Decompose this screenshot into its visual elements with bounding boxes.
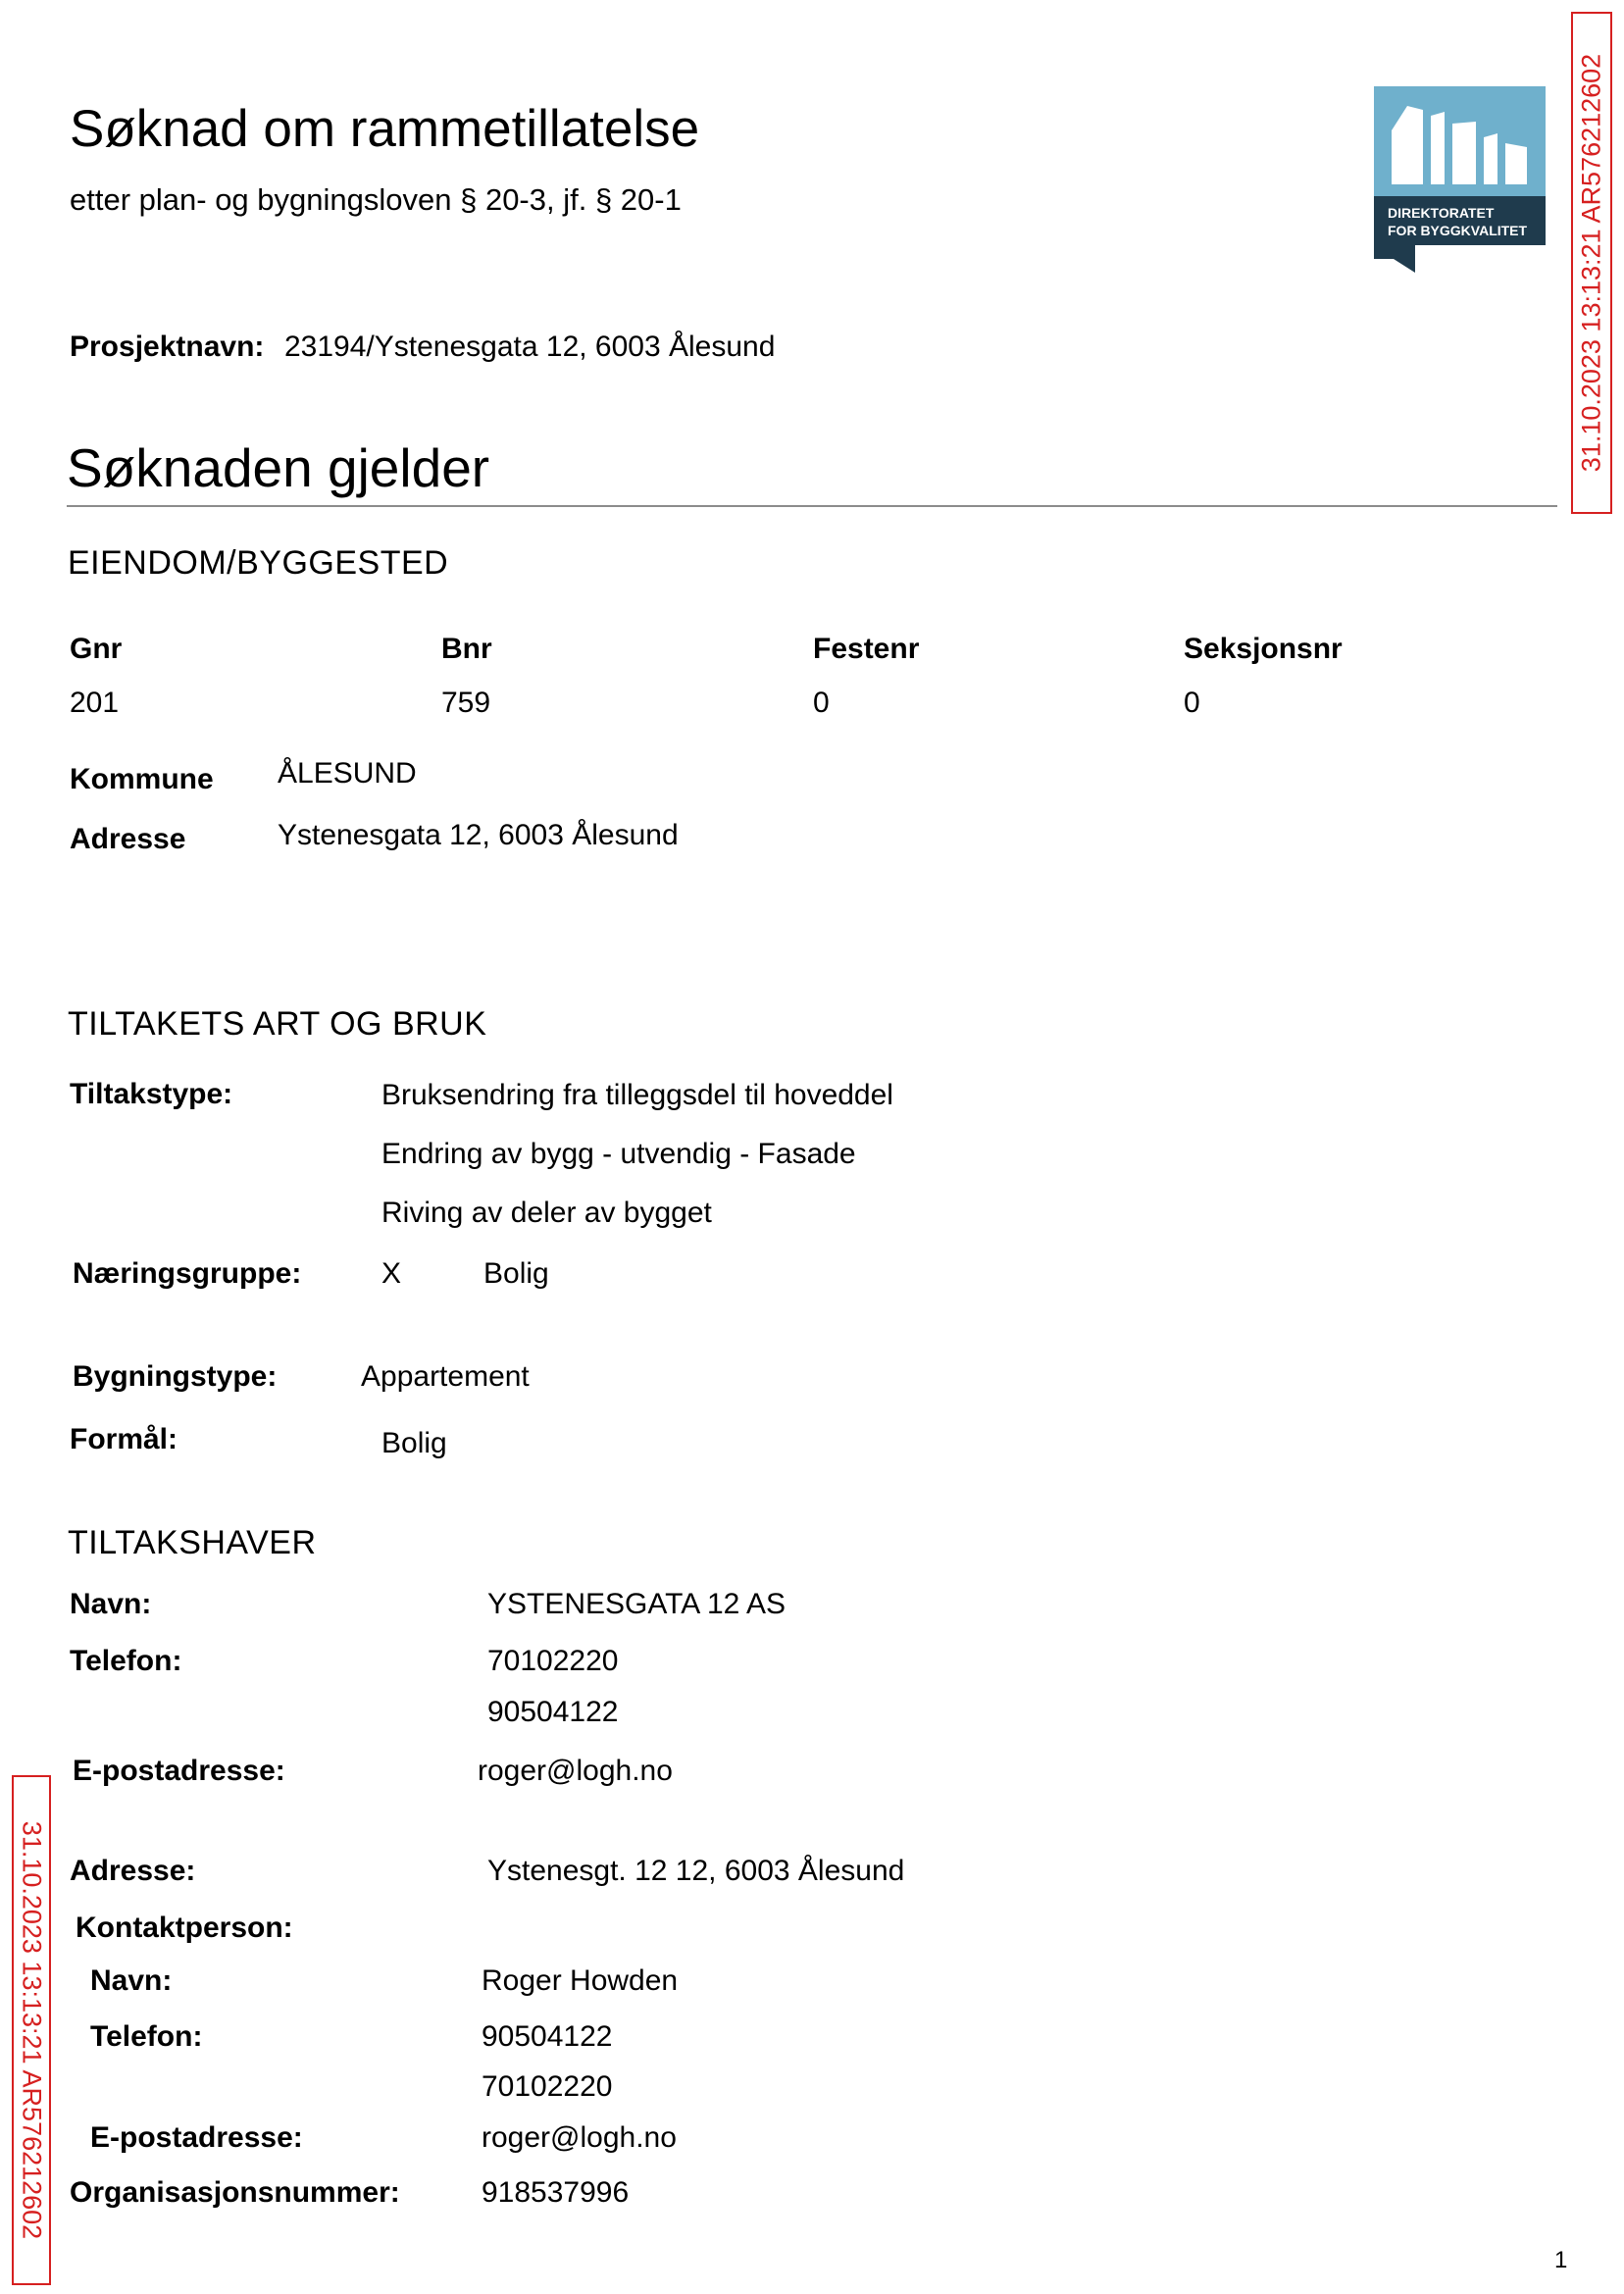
- tiltak-heading: TILTAKETS ART OG BRUK: [68, 1005, 487, 1043]
- project-value: 23194/Ystenesgata 12, 6003 Ålesund: [284, 331, 776, 363]
- kontaktperson-label: Kontaktperson:: [76, 1912, 293, 1944]
- project-label: Prosjektnavn:: [70, 331, 265, 363]
- timestamp-stamp-top: [1571, 12, 1612, 514]
- timestamp-stamp-bottom: [12, 1775, 51, 2285]
- kontakt-telefon-value: 70102220: [482, 2070, 613, 2103]
- tiltakstype-label: Tiltakstype:: [70, 1078, 233, 1110]
- kommune-label: Kommune: [70, 763, 214, 795]
- seksjonsnr-value: 0: [1184, 687, 1200, 719]
- kontakt-navn-value: Roger Howden: [482, 1964, 679, 1997]
- bygningstype-value: Appartement: [361, 1360, 530, 1393]
- building-logo-icon: [1374, 86, 1546, 273]
- telefon-value: 90504122: [487, 1696, 619, 1728]
- page-number: 1: [1554, 2247, 1568, 2273]
- adresse-value: Ystenesgt. 12 12, 6003 Ålesund: [487, 1855, 905, 1887]
- naeringsgruppe-value: Bolig: [483, 1257, 549, 1290]
- naeringsgruppe-label: Næringsgruppe:: [73, 1257, 302, 1290]
- telefon-label: Telefon:: [70, 1645, 182, 1677]
- gnr-header: Gnr: [70, 633, 123, 665]
- navn-label: Navn:: [70, 1588, 152, 1620]
- seksjonsnr-header: Seksjonsnr: [1184, 633, 1343, 665]
- telefon-value: 70102220: [487, 1645, 619, 1677]
- document-title: Søknad om rammetillatelse: [70, 100, 700, 158]
- timestamp-stamp-text: 31.10.2023 13:13:21 AR576212602: [1576, 53, 1606, 473]
- formal-value: Bolig: [381, 1427, 447, 1459]
- formal-label: Formål:: [70, 1423, 178, 1455]
- gnr-value: 201: [70, 687, 120, 719]
- kontakt-navn-label: Navn:: [90, 1964, 173, 1997]
- tiltakstype-item: Bruksendring fra tilleggsdel til hoveddel: [381, 1079, 893, 1111]
- section-divider: [67, 505, 1557, 507]
- festenr-value: 0: [813, 687, 830, 719]
- adresse-label: Adresse: [70, 823, 186, 855]
- eiendom-heading: EIENDOM/BYGGESTED: [68, 544, 449, 582]
- kontakt-telefon-value: 90504122: [482, 2020, 613, 2053]
- kontakt-telefon-label: Telefon:: [90, 2020, 203, 2053]
- bnr-header: Bnr: [441, 633, 492, 665]
- logo-line-1: DIREKTORATET: [1388, 205, 1495, 221]
- adresse-label: Adresse:: [70, 1855, 196, 1887]
- timestamp-stamp-text: 31.10.2023 13:13:21 AR576212602: [17, 1820, 47, 2240]
- adresse-value: Ystenesgata 12, 6003 Ålesund: [278, 819, 679, 851]
- epost-label: E-postadresse:: [73, 1755, 285, 1787]
- orgnr-value: 918537996: [482, 2176, 630, 2209]
- navn-value: YSTENESGATA 12 AS: [487, 1588, 787, 1620]
- dibk-logo: [1374, 86, 1546, 273]
- section-title: Søknaden gjelder: [67, 437, 490, 498]
- tiltakstype-item: Riving av deler av bygget: [381, 1197, 712, 1229]
- kommune-value: ÅLESUND: [278, 757, 417, 790]
- naeringsgruppe-code: X: [381, 1257, 402, 1290]
- logo-line-2: FOR BYGGKVALITET: [1388, 223, 1528, 238]
- bygningstype-label: Bygningstype:: [73, 1360, 278, 1393]
- festenr-header: Festenr: [813, 633, 920, 665]
- document-subtitle: etter plan- og bygningsloven § 20-3, jf. § 20-1: [70, 182, 682, 217]
- kontakt-epost-value: roger@logh.no: [482, 2121, 677, 2154]
- bnr-value: 759: [441, 687, 491, 719]
- tiltakstype-item: Endring av bygg - utvendig - Fasade: [381, 1138, 856, 1170]
- kontakt-epost-label: E-postadresse:: [90, 2121, 303, 2154]
- tiltakshaver-heading: TILTAKSHAVER: [68, 1524, 317, 1561]
- orgnr-label: Organisasjonsnummer:: [70, 2176, 400, 2209]
- epost-value: roger@logh.no: [478, 1755, 673, 1787]
